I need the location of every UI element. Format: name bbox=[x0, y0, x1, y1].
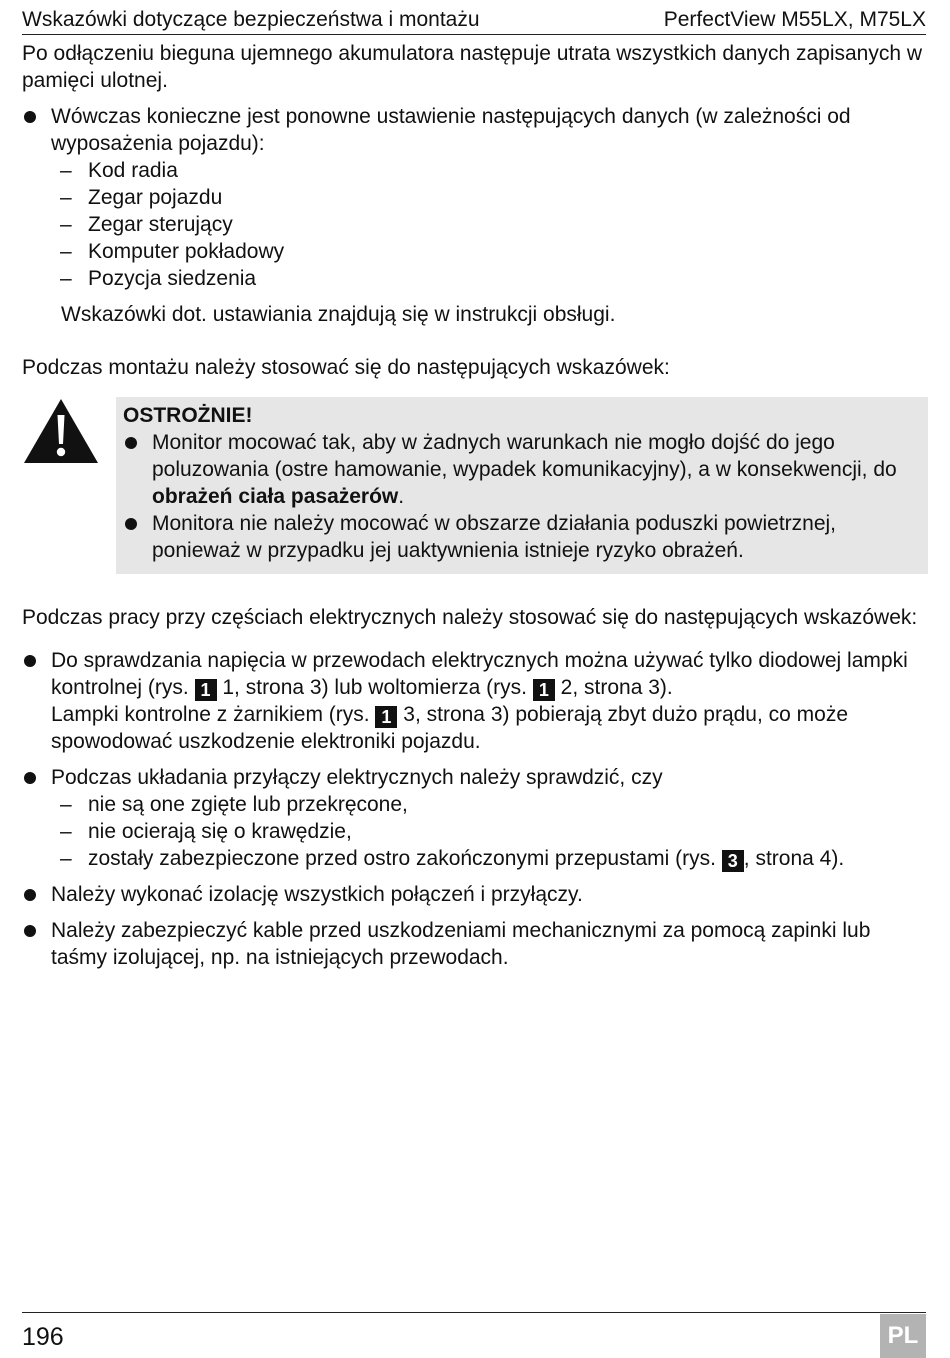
list-item: – Pozycja siedzenia bbox=[51, 265, 928, 292]
electric-bullet-1 bbox=[22, 647, 928, 755]
caution-box bbox=[116, 397, 928, 574]
list-item: – nie są one zgięte lub przekręcone, bbox=[51, 791, 928, 818]
electric-section-title: Podczas pracy przy częściach elektrycznych należy stosować się do następujących wskazówek: bbox=[22, 606, 918, 629]
footer-divider bbox=[22, 1312, 926, 1313]
list-item: – nie ocierają się o krawędzie, bbox=[51, 818, 928, 845]
caution-emphasis: obrażeń ciała pasażerów bbox=[152, 485, 399, 508]
caution-bullet-2 bbox=[123, 510, 920, 564]
electric-bullet-4 bbox=[22, 917, 928, 971]
bullet-dot-icon bbox=[125, 437, 137, 449]
reset-list bbox=[51, 157, 928, 292]
header-section-title: Wskazówki dotyczące bezpieczeństwa i montażu bbox=[22, 8, 480, 31]
electric-text-3: Należy wykonać izolację wszystkich połączeń i przyłączy. bbox=[51, 883, 583, 906]
bullet-dot-icon bbox=[24, 111, 36, 123]
intro-paragraph: Po odłączeniu bieguna ujemnego akumulatora następuje utrata wszystkich danych zapisanych w pamięci ulotnej. bbox=[22, 42, 923, 92]
page-content bbox=[22, 40, 928, 980]
language-badge: PL bbox=[880, 1314, 926, 1358]
reset-note: Wskazówki dot. ustawiania znajdują się w instrukcji obsługi. bbox=[61, 303, 616, 326]
list-item: – Komputer pokładowy bbox=[51, 238, 928, 265]
list-item: – Zegar sterujący bbox=[51, 211, 928, 238]
electric-bullet-3 bbox=[22, 881, 928, 908]
bullet-dot-icon bbox=[24, 772, 36, 784]
list-item: – Zegar pojazdu bbox=[51, 184, 928, 211]
figure-ref: 1 bbox=[195, 679, 217, 701]
caution-text-2: Monitora nie należy mocować w obszarze działania poduszki powietrznej, ponieważ w przypadku jej uaktywnienia istnieje ryzyko obrażeń. bbox=[152, 512, 837, 562]
reset-bullet bbox=[22, 103, 928, 292]
connections-list bbox=[51, 791, 928, 872]
bullet-dot-icon bbox=[24, 889, 36, 901]
reset-text: Wówczas konieczne jest ponowne ustawienie następujących danych (w zależności od wyposażenia pojazdu): bbox=[51, 105, 851, 155]
page-header bbox=[22, 4, 926, 35]
figure-ref: 3 bbox=[722, 850, 744, 872]
header-product-name: PerfectView M55LX, M75LX bbox=[663, 8, 926, 31]
list-item: – Kod radia bbox=[51, 157, 928, 184]
electric-bullet-2 bbox=[22, 764, 928, 872]
warning-triangle-icon bbox=[22, 397, 100, 465]
electric-text-2: Podczas układania przyłączy elektrycznych należy sprawdzić, czy bbox=[51, 766, 663, 789]
page-number: 196 bbox=[22, 1323, 64, 1351]
figure-ref: 1 bbox=[375, 706, 397, 728]
bullet-dot-icon bbox=[24, 655, 36, 667]
mount-section-title: Podczas montażu należy stosować się do następujących wskazówek: bbox=[22, 356, 670, 379]
list-item: – zostały zabezpieczone przed ostro zakończonymi przepustami (rys. 3 , strona 4). bbox=[51, 845, 928, 872]
bullet-dot-icon bbox=[125, 518, 137, 530]
caution-bullet-1 bbox=[123, 429, 920, 510]
electric-text-4: Należy zabezpieczyć kable przed uszkodzeniami mechanicznymi za pomocą zapinki lub taśmy izolującej, np. na istniejących przewodach. bbox=[51, 919, 871, 969]
caution-text-1: Monitor mocować tak, aby w żadnych warunkach nie mogło dojść do jego poluzowania (ostre hamowanie, wypadek komunikacyjny), a w konsekwencji, do obrażeń ciała pasażerów. bbox=[152, 431, 897, 508]
bullet-dot-icon bbox=[24, 925, 36, 937]
figure-ref: 1 bbox=[533, 679, 555, 701]
caution-title: OSTROŻNIE! bbox=[123, 404, 253, 427]
electric-text-1: Do sprawdzania napięcia w przewodach elektrycznych można używać tylko diodowej lampki kontrolnej (rys. 1 1, strona 3) lub woltomierza (rys. 1 2, strona 3). Lampki kontrolne z żarnikiem (rys. 1 3, strona 3) pobierają zbyt dużo prądu, co może spowodować uszkodzenie elektroniki pojazdu. bbox=[51, 649, 908, 753]
